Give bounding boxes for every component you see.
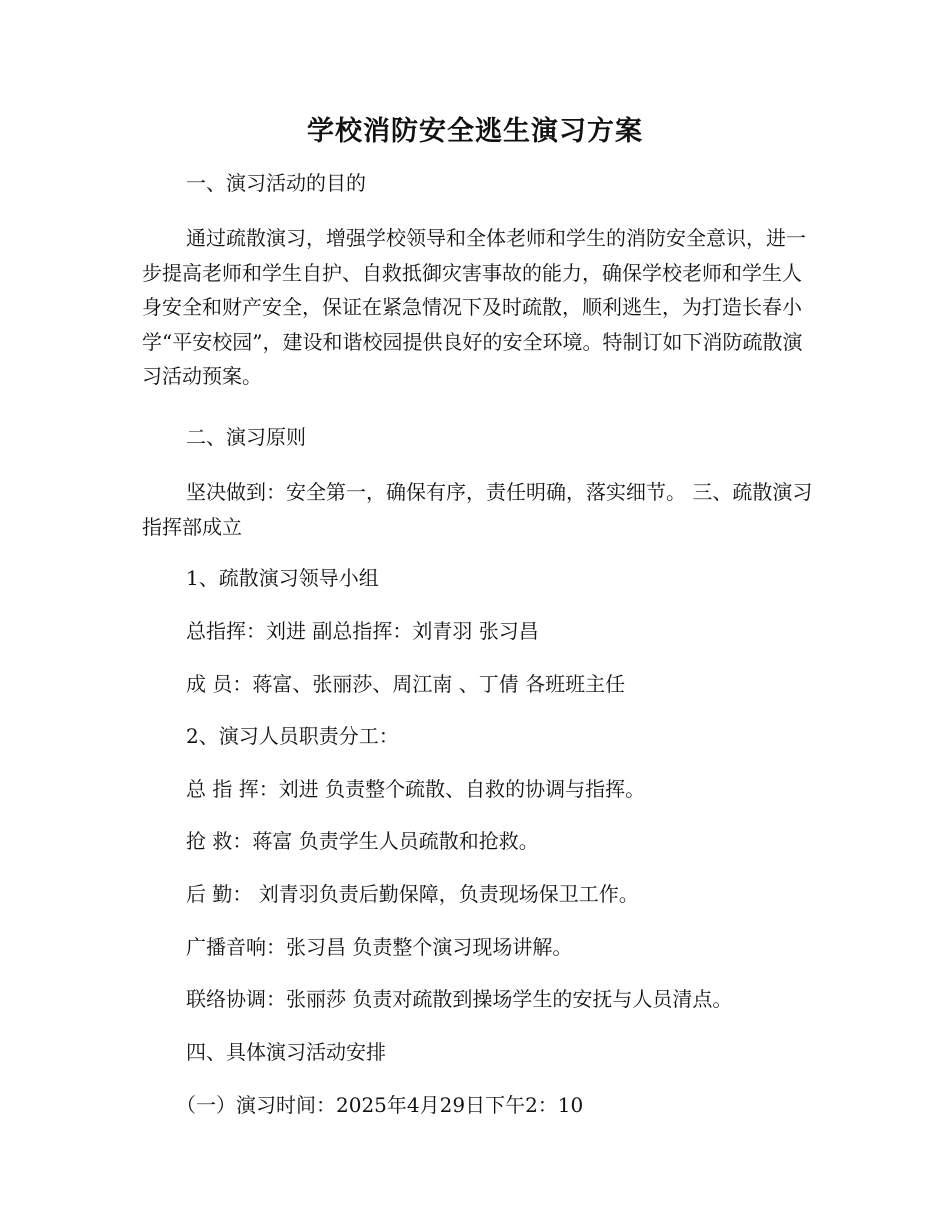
section-heading-principles: 二、演习原则	[186, 425, 306, 449]
duty-liaison: 联络协调：张丽莎 负责对疏散到操场学生的安抚与人员清点。	[186, 987, 733, 1011]
section-heading-schedule: 四、具体演习活动安排	[186, 1040, 386, 1064]
duty-commander: 总 指 挥：刘进 负责整个疏散、自救的协调与指挥。	[186, 777, 646, 801]
document-title: 学校消防安全逃生演习方案	[307, 116, 643, 147]
commander-line: 总指挥：刘进 副总指挥：刘青羽 张习昌	[186, 619, 539, 643]
paragraph-purpose: 通过疏散演习，增强学校领导和全体老师和学生的消防安全意识，进一步提高老师和学生自护、自救抵御灾害事故的能力，确保学校老师和学生人身安全和财产安全，保证在紧急情况下及时疏散，顺利逃生，为打造长春小学“平安校园”，建设和谐校园提供良好的安全环境。特制订如下消防疏散演习活动预案。	[142, 226, 806, 388]
subheading-duties: 2、演习人员职责分工：	[186, 724, 399, 748]
section-heading-purpose: 一、演习活动的目的	[186, 171, 366, 195]
duty-logistics: 后 勤： 刘青羽负责后勤保障，负责现场保卫工作。	[186, 882, 639, 906]
duty-rescue: 抢 救：蒋富 负责学生人员疏散和抢救。	[186, 829, 539, 853]
subheading-leadership-group: 1、疏散演习领导小组	[186, 566, 379, 590]
duty-broadcast: 广播音响：张习昌 负责整个演习现场讲解。	[186, 935, 573, 959]
members-line: 成 员：蒋富、张丽莎、周江南 、丁倩 各班班主任	[186, 672, 626, 696]
paragraph-principles: 坚决做到：安全第一，确保有序，责任明确，落实细节。 三、疏散演习指挥部成立	[142, 480, 813, 539]
drill-time-line: （一）演习时间：2025年4月29日下午2：10	[176, 1093, 584, 1117]
